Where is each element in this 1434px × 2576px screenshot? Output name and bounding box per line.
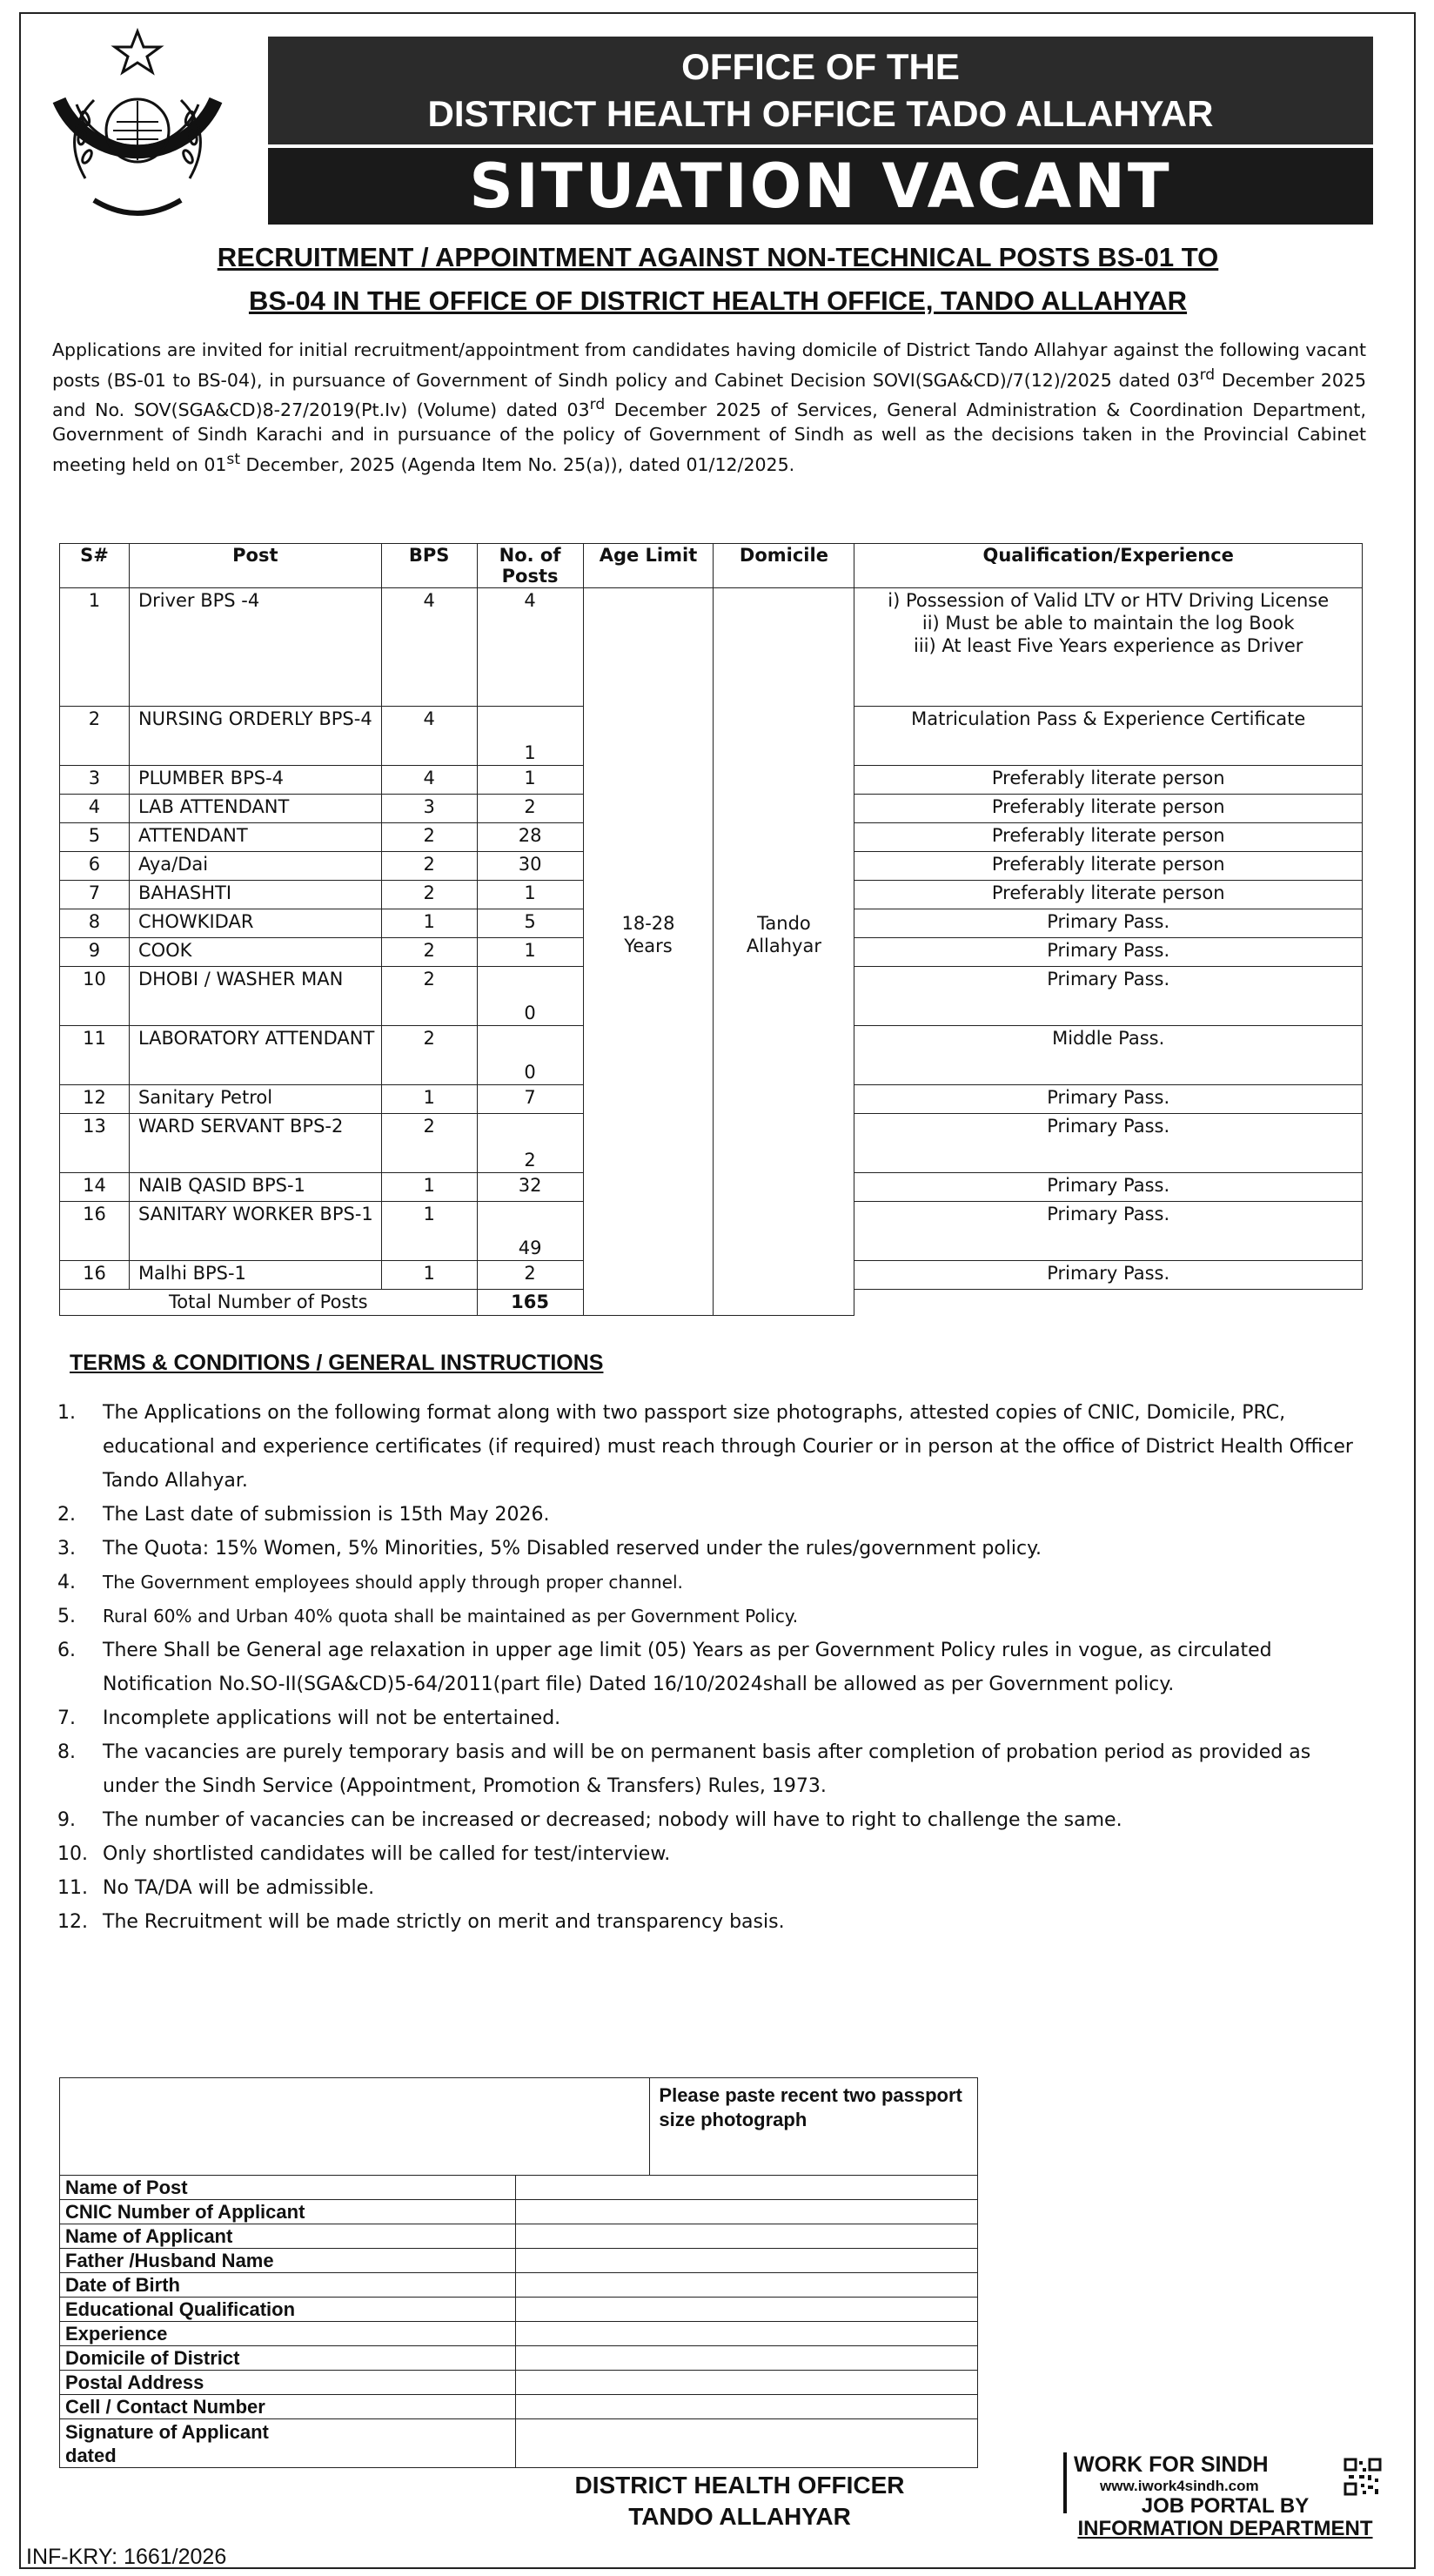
terms-item <box>57 1871 1371 1905</box>
terms-item-number: 2. <box>57 1504 76 1526</box>
cell-bps: 1 <box>381 1085 477 1114</box>
form-field-label: Date of Birth <box>60 2273 516 2298</box>
cell-post: BAHASHTI <box>129 881 381 909</box>
form-field-input[interactable] <box>515 2395 977 2419</box>
terms-item-text: The vacancies are purely temporary basis and will be on permanent basis after completion of probation period as provided as under the Sindh Service (Appointment, Promotion & Transfers) Rules, 1973. <box>103 1741 1311 1797</box>
terms-item-text: The Last date of submission is 15th May 2026. <box>103 1504 550 1526</box>
application-form <box>59 2077 978 2468</box>
cell-bps: 2 <box>381 938 477 967</box>
cell-qualification: Primary Pass. <box>854 1173 1363 1202</box>
form-row <box>60 2298 978 2322</box>
cell-sno: 7 <box>60 881 130 909</box>
cell-posts: 0 <box>477 967 583 1026</box>
photo-paste-box: Please paste recent two passport size photograph <box>650 2078 978 2176</box>
cell-posts: 4 <box>477 588 583 707</box>
cell-qualification: i) Possession of Valid LTV or HTV Driving License ii) Must be able to maintain the log Book iii) At least Five Years experience as Driver <box>854 588 1363 707</box>
cell-posts: 2 <box>477 1114 583 1173</box>
cell-sno: 9 <box>60 938 130 967</box>
cell-posts: 7 <box>477 1085 583 1114</box>
cell-posts: 5 <box>477 909 583 938</box>
cell-qualification: Preferably literate person <box>854 823 1363 852</box>
cell-sno: 8 <box>60 909 130 938</box>
cell-qualification: Preferably literate person <box>854 852 1363 881</box>
terms-item-text: The Recruitment will be made strictly on merit and transparency basis. <box>103 1911 785 1933</box>
cell-bps: 1 <box>381 909 477 938</box>
form-photo-row <box>60 2078 978 2176</box>
cell-sno: 11 <box>60 1026 130 1085</box>
cell-bps: 3 <box>381 795 477 823</box>
vacancy-table <box>59 543 1363 1316</box>
table-row <box>60 588 1363 707</box>
form-field-input[interactable] <box>515 2298 977 2322</box>
cell-qualification: Preferably literate person <box>854 881 1363 909</box>
cell-qualification: Primary Pass. <box>854 1261 1363 1290</box>
terms-item-number: 8. <box>57 1741 76 1763</box>
cell-post: LAB ATTENDANT <box>129 795 381 823</box>
inf-kry-reference: INF-KRY: 1661/2026 <box>26 2545 227 2569</box>
portal-name: WORK FOR SINDH <box>1074 2452 1269 2477</box>
cell-sno: 3 <box>60 766 130 795</box>
terms-item-text: There Shall be General age relaxation in upper age limit (05) Years as per Government Policy rules in vogue, as circulated Notification No.SO-II(SGA&CD)5-64/2011(part file) Dated 16/10/2024shall be allowed as per Government policy. <box>103 1640 1272 1695</box>
col-header-posts: No. of Posts <box>477 544 583 588</box>
cell-qualification: Primary Pass. <box>854 938 1363 967</box>
form-field-label: Name of Applicant <box>60 2224 516 2249</box>
qr-code-icon <box>1344 2458 1382 2496</box>
cell-bps: 2 <box>381 1026 477 1085</box>
terms-item <box>57 1566 1371 1600</box>
total-value: 165 <box>477 1290 583 1316</box>
cell-sno: 14 <box>60 1173 130 1202</box>
cell-posts: 2 <box>477 1261 583 1290</box>
cell-sno: 16 <box>60 1202 130 1261</box>
col-header-qualification: Qualification/Experience <box>854 544 1363 588</box>
cell-post: SANITARY WORKER BPS-1 <box>129 1202 381 1261</box>
headline-line1: RECRUITMENT / APPOINTMENT AGAINST NON-TECHNICAL POSTS BS-01 TO <box>217 242 1219 272</box>
cell-sno: 2 <box>60 707 130 766</box>
signature-location: TANDO ALLAHYAR <box>628 2503 851 2530</box>
form-field-label: Postal Address <box>60 2371 516 2395</box>
portal-tagline-1: JOB PORTAL BY <box>1141 2494 1310 2518</box>
cell-post: Sanitary Petrol <box>129 1085 381 1114</box>
col-header-domicile: Domicile <box>714 544 854 588</box>
form-row <box>60 2273 978 2298</box>
total-label: Total Number of Posts <box>60 1290 478 1316</box>
terms-item <box>57 1600 1371 1633</box>
terms-item <box>57 1701 1371 1735</box>
cell-qualification: Primary Pass. <box>854 1202 1363 1261</box>
cell-qualification: Preferably literate person <box>854 766 1363 795</box>
cell-posts: 1 <box>477 766 583 795</box>
form-row <box>60 2346 978 2371</box>
portal-url: www.iwork4sindh.com <box>1100 2478 1259 2494</box>
form-field-input[interactable] <box>515 2200 977 2224</box>
terms-item-number: 11. <box>57 1877 88 1899</box>
job-portal-stamp <box>1069 2452 1382 2571</box>
cell-sno: 10 <box>60 967 130 1026</box>
cell-post: Malhi BPS-1 <box>129 1261 381 1290</box>
cell-qualification: Preferably literate person <box>854 795 1363 823</box>
terms-item-text: No TA/DA will be admissible. <box>103 1877 375 1899</box>
cell-post: ATTENDANT <box>129 823 381 852</box>
form-field-input[interactable] <box>515 2419 977 2468</box>
cell-bps: 2 <box>381 823 477 852</box>
form-row <box>60 2322 978 2346</box>
cell-posts: 2 <box>477 795 583 823</box>
cell-post: DHOBI / WASHER MAN <box>129 967 381 1026</box>
office-title-line1: OFFICE OF THE <box>681 46 960 87</box>
terms-heading: TERMS & CONDITIONS / GENERAL INSTRUCTIONS <box>70 1351 604 1375</box>
situation-vacant-banner: SITUATION VACANT <box>268 148 1373 225</box>
signature-block <box>487 2470 992 2532</box>
cell-bps: 2 <box>381 1114 477 1173</box>
cell-bps: 2 <box>381 881 477 909</box>
cell-post: NAIB QASID BPS-1 <box>129 1173 381 1202</box>
col-header-age: Age Limit <box>583 544 714 588</box>
cell-bps: 4 <box>381 766 477 795</box>
cell-posts: 0 <box>477 1026 583 1085</box>
terms-item <box>57 1803 1371 1837</box>
portal-tagline-2: INFORMATION DEPARTMENT <box>1077 2517 1373 2540</box>
cell-sno: 5 <box>60 823 130 852</box>
cell-age-limit: 18-28 Years <box>583 588 714 1316</box>
terms-item-number: 9. <box>57 1809 76 1831</box>
terms-item-number: 1. <box>57 1402 76 1424</box>
terms-item <box>57 1837 1371 1871</box>
cell-posts: 28 <box>477 823 583 852</box>
form-row <box>60 2419 978 2468</box>
form-field-input[interactable] <box>515 2249 977 2273</box>
cell-post: CHOWKIDAR <box>129 909 381 938</box>
form-field-label: Experience <box>60 2322 516 2346</box>
form-row <box>60 2176 978 2200</box>
cell-post: NURSING ORDERLY BPS-4 <box>129 707 381 766</box>
form-field-input[interactable] <box>515 2224 977 2249</box>
terms-list <box>57 1396 1371 1939</box>
form-field-input[interactable] <box>515 2346 977 2371</box>
form-field-label: CNIC Number of Applicant <box>60 2200 516 2224</box>
cell-post: Aya/Dai <box>129 852 381 881</box>
form-row <box>60 2224 978 2249</box>
terms-item <box>57 1735 1371 1803</box>
cell-posts: 32 <box>477 1173 583 1202</box>
terms-item-text: Rural 60% and Urban 40% quota shall be maintained as per Government Policy. <box>103 1606 799 1627</box>
cell-qualification: Matriculation Pass & Experience Certificate <box>854 707 1363 766</box>
signature-title: DISTRICT HEALTH OFFICER <box>574 2472 905 2499</box>
terms-item-number: 10. <box>57 1843 88 1865</box>
form-field-input[interactable] <box>515 2322 977 2346</box>
terms-item-text: The number of vacancies can be increased or decreased; nobody will have to right to challenge the same. <box>103 1809 1122 1831</box>
terms-item-number: 5. <box>57 1606 76 1627</box>
cell-bps: 1 <box>381 1202 477 1261</box>
cell-post: PLUMBER BPS-4 <box>129 766 381 795</box>
col-header-bps: BPS <box>381 544 477 588</box>
col-header-sno: S# <box>60 544 130 588</box>
form-field-label: Cell / Contact Number <box>60 2395 516 2419</box>
cell-bps: 2 <box>381 967 477 1026</box>
form-row <box>60 2200 978 2224</box>
total-row-blank <box>854 1290 1363 1316</box>
cell-bps: 4 <box>381 588 477 707</box>
form-field-label: Domicile of District <box>60 2346 516 2371</box>
form-field-label: Father /Husband Name <box>60 2249 516 2273</box>
terms-item-number: 6. <box>57 1640 76 1661</box>
cell-posts: 1 <box>477 881 583 909</box>
cell-post: COOK <box>129 938 381 967</box>
form-field-input[interactable] <box>515 2273 977 2298</box>
office-title-line2: DISTRICT HEALTH OFFICE TADO ALLAHYAR <box>427 93 1214 134</box>
cell-posts: 30 <box>477 852 583 881</box>
cell-sno: 16 <box>60 1261 130 1290</box>
form-field-label: Name of Post <box>60 2176 516 2200</box>
cell-qualification: Middle Pass. <box>854 1026 1363 1085</box>
cell-qualification: Primary Pass. <box>854 909 1363 938</box>
cell-posts: 49 <box>477 1202 583 1261</box>
cell-bps: 1 <box>381 1173 477 1202</box>
cell-sno: 13 <box>60 1114 130 1173</box>
cell-bps: 1 <box>381 1261 477 1290</box>
cell-sno: 1 <box>60 588 130 707</box>
cell-post: LABORATORY ATTENDANT <box>129 1026 381 1085</box>
cell-post: Driver BPS -4 <box>129 588 381 707</box>
cell-bps: 2 <box>381 852 477 881</box>
form-field-input[interactable] <box>515 2371 977 2395</box>
cell-qualification: Primary Pass. <box>854 1114 1363 1173</box>
form-row <box>60 2395 978 2419</box>
form-blank-area <box>60 2078 650 2176</box>
terms-item-number: 7. <box>57 1707 76 1729</box>
form-field-input[interactable] <box>515 2176 977 2200</box>
vacancy-table-header <box>60 544 1363 588</box>
terms-item-text: Only shortlisted candidates will be called for test/interview. <box>103 1843 671 1865</box>
sindh-government-emblem <box>33 26 242 235</box>
terms-item-text: The Quota: 15% Women, 5% Minorities, 5% Disabled reserved under the rules/government policy. <box>103 1538 1042 1560</box>
cell-sno: 4 <box>60 795 130 823</box>
terms-item <box>57 1498 1371 1532</box>
cell-post: WARD SERVANT BPS-2 <box>129 1114 381 1173</box>
cell-qualification: Primary Pass. <box>854 967 1363 1026</box>
cell-qualification: Primary Pass. <box>854 1085 1363 1114</box>
headline-line2: BS-04 IN THE OFFICE OF DISTRICT HEALTH OFFICE, TANDO ALLAHYAR <box>248 285 1188 316</box>
terms-item-number: 12. <box>57 1911 88 1933</box>
form-field-label: Educational Qualification <box>60 2298 516 2322</box>
office-title-bar <box>268 37 1373 144</box>
cell-posts: 1 <box>477 707 583 766</box>
intro-paragraph: Applications are invited for initial recruitment/appointment from candidates having domicile of District Tando Allahyar against the following vacant posts (BS-01 to BS-04), in pursuance of Government of Sindh policy and Cabinet Decision SOVI(SGA&CD)/7(12)/2025 dated 03rd December 2025 and No. SOV(SGA&CD)8-27/2019(Pt.Iv) (Volume) dated 03rd December 2025 of Services, General Administration & Coordination Department, Government of Sindh Karachi and in pursuance of the policy of Government of Sindh as well as the decisions taken in the Provincial Cabinet meeting held on 01st December, 2025 (Agenda Item No. 25(a)), dated 01/12/2025. <box>52 339 1367 475</box>
cell-posts: 1 <box>477 938 583 967</box>
terms-item <box>57 1532 1371 1566</box>
cell-bps: 4 <box>381 707 477 766</box>
terms-item-number: 4. <box>57 1572 76 1593</box>
terms-item-text: Incomplete applications will not be entertained. <box>103 1707 561 1729</box>
portal-logo-bar <box>1063 2452 1067 2513</box>
terms-item-text: The Applications on the following format along with two passport size photographs, attested copies of CNIC, Domicile, PRC, educational and experience certificates (if required) must reach through Courier or in person at the office of District Health Officer Tando Allahyar. <box>103 1402 1353 1492</box>
form-row <box>60 2249 978 2273</box>
terms-item <box>57 1396 1371 1498</box>
cell-sno: 12 <box>60 1085 130 1114</box>
cell-sno: 6 <box>60 852 130 881</box>
terms-item <box>57 1633 1371 1701</box>
terms-item-text: The Government employees should apply through proper channel. <box>103 1572 683 1593</box>
form-row <box>60 2371 978 2395</box>
terms-item <box>57 1905 1371 1939</box>
col-header-post: Post <box>129 544 381 588</box>
terms-item-number: 3. <box>57 1538 76 1560</box>
form-field-label: Signature of Applicant dated <box>60 2419 516 2468</box>
cell-domicile: Tando Allahyar <box>714 588 854 1316</box>
